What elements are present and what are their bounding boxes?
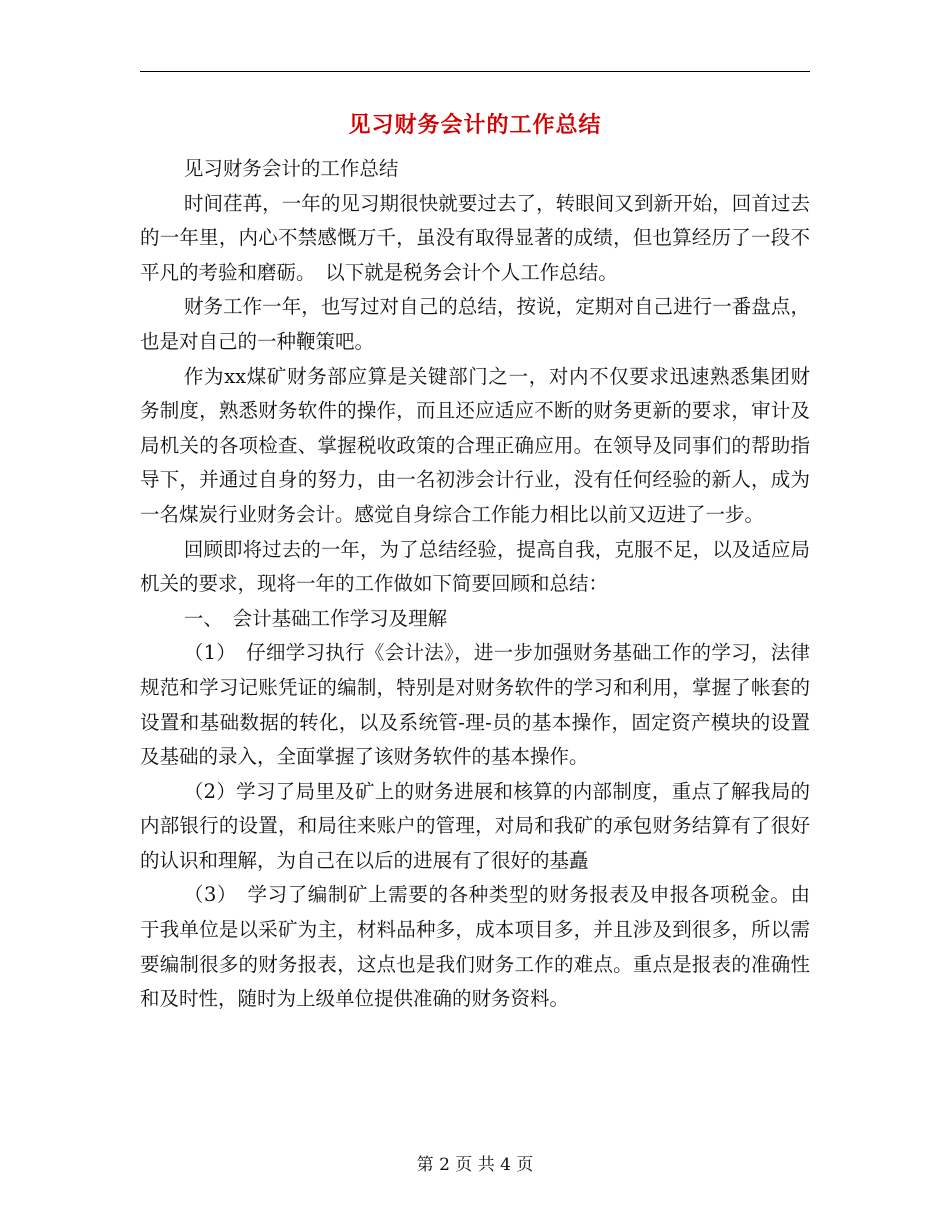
document-body [140, 152, 810, 1017]
document-title: 见习财务会计的工作总结 [348, 112, 602, 138]
paragraph-subtitle: 见习财务会计的工作总结 [183, 157, 399, 180]
header-rule [140, 71, 810, 72]
paragraph-intro: 时间荏苒，一年的见习期很快就要过去了，转眼间又到新开始，回首过去的一年里，内心不禁感慨万千，虽没有取得显著的成绩，但也算经历了一段不平凡的考验和磨砺。 以下就是税务会计个人工作总结。 [140, 191, 810, 284]
section-heading-1: 一、 会计基础工作学习及理解 [183, 606, 448, 630]
page-footer: 第 2 页 共 4 页 [416, 1155, 534, 1175]
paragraph-role: 作为xx煤矿财务部应算是关键部门之一，对内不仅要求迅速熟悉集团财务制度，熟悉财务软件的操作，而且还应适应不断的财务更新的要求，审计及局机关的各项检查、掌握税收政策的合理正确应用。在领导及同事们的帮助指导下，并通过自身的努力，由一名初涉会计行业，没有任何经验的新人，成为一名煤炭行业财务会计。感觉自身综合工作能力相比以前又迈进了一步。 [140, 364, 810, 526]
paragraph-item-3: （3） 学习了编制矿上需要的各种类型的财务报表及申报各项税金。由于我单位是以采矿为主，材料品种多，成本项目多，并且涉及到很多，所以需要编制很多的财务报表，这点也是我们财务工作的难点。重点是报表的准确性和及时性，随时为上级单位提供准确的财务资料。 [140, 883, 810, 1011]
paragraph-item-1: （1） 仔细学习执行《会计法》，进一步加强财务基础工作的学习，法律规范和学习记账凭证的编制，特别是对财务软件的学习和利用，掌握了帐套的设置和基础数据的转化，以及系统管-理-员的基本操作，固定资产模块的设置及基础的录入，全面掌握了该财务软件的基本操作。 [140, 641, 810, 769]
paragraph-item-2: （2）学习了局里及矿上的财务进展和核算的内部制度，重点了解我局的内部银行的设置，和局往来账户的管理，对局和我矿的承包财务结算有了很好的认识和理解，为自己在以后的进展有了很好的基矗 [140, 779, 810, 872]
paragraph-review-intro: 回顾即将过去的一年，为了总结经验，提高自我，克服不足，以及适应局机关的要求，现将一年的工作做如下简要回顾和总结： [140, 537, 810, 596]
paragraph-self-review: 财务工作一年，也写过对自己的总结，按说，定期对自己进行一番盘点，也是对自己的一种鞭策吧。 [140, 295, 810, 353]
